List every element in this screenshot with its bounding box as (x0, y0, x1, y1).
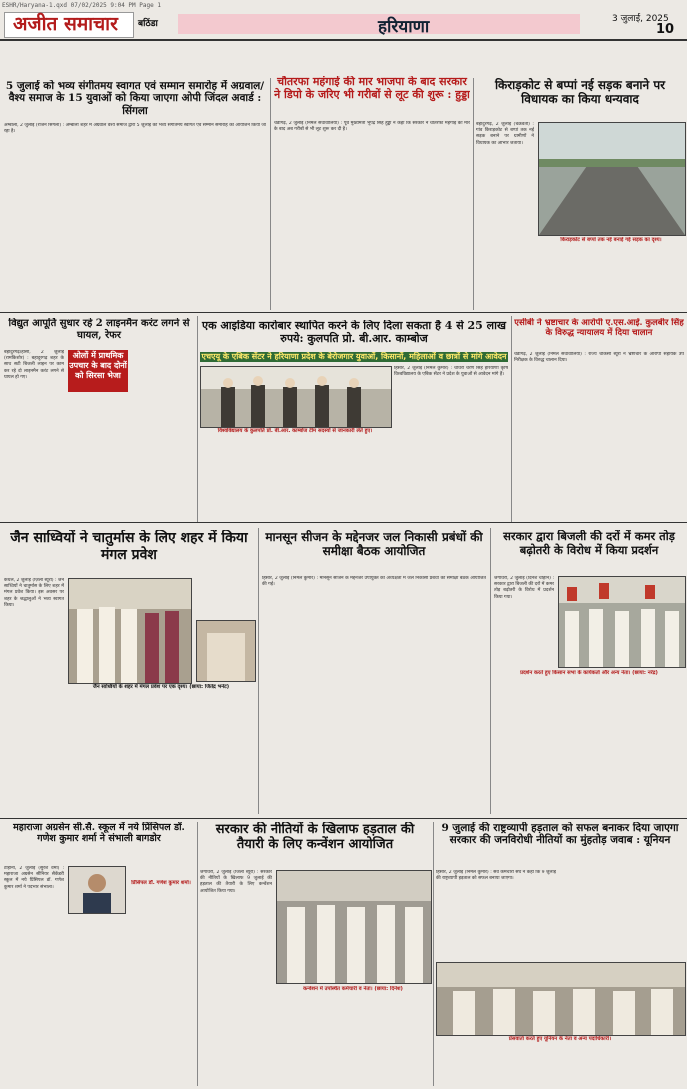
issue-date: 3 जुलाई, 2025 (612, 14, 669, 24)
page-number: 10 (656, 22, 675, 37)
story-6-text (514, 352, 684, 518)
principal-photo (68, 866, 126, 914)
story-2-headline: चौतरफा महंगाई की मार भाजपा के बाद सरकार ने डिपो के जरिए भी गरीबों से लूट की शुरू : हुड्डा (274, 76, 470, 101)
story-3-text (476, 122, 534, 242)
story-10-caption: प्रिंसिपल डॉ. गणेश कुमार शर्मा। (131, 880, 191, 886)
story-5-text (394, 366, 508, 516)
story-5-photo (200, 366, 392, 428)
story-1-lead: अम्बाला, 2 जुलाई (राजन सिंगला) : अम्बाला शहर में अग्रवाल वैश्य समाज द्वारा 5 जुलाई को भव्य संगीतमय स्वागत एवं सम्मान समारोह का आयोजन किया जा रहा है। (4, 123, 266, 135)
story-11-photo-image (277, 871, 431, 983)
story-5-headline: एक आइडिया कारोबार स्थापित करने के लिए दिला सकता है 4 से 25 लाख रुपये: कुलपति प्रो. बी.आर. काम्बोज (202, 320, 506, 345)
story-7-photo-2-image (197, 621, 255, 681)
story-7-headline: जैन साध्वियों ने चातुर्मास के लिए शहर में किया मंगल प्रवेश (10, 530, 248, 563)
column-divider (433, 822, 434, 1086)
story-8-text (262, 576, 486, 814)
story-7-photo-2 (196, 620, 256, 682)
story-2-lead: चंडीगढ़, 2 जुलाई (निर्मल संधावालिया) : पूर्व मुख्यमंत्री भूपेंद्र सिंह हुड्डा ने कहा कि सरकार ने चौतरफा महंगाई की मार के बाद अब गरीबों से भी लूट शुरू कर दी है। (274, 121, 470, 133)
story-6-headline: एसीबी ने भ्रष्टाचार के आरोपी ए.एस.आई. कुलबीर सिंह के विरुद्ध न्यायालय में दिया चालान (514, 318, 684, 339)
story-9-more-text (494, 686, 684, 814)
story-5-photo-image (201, 367, 391, 427)
story-11-text (200, 870, 272, 1086)
story-4-headline: विद्युत आपूर्ति सुधार रहे 2 लाइनमैन करंट लगने से घायल, रेफर (8, 318, 190, 341)
story-9-photo-image (559, 577, 685, 667)
story-5-band: एचएयू के एबिक सेंटर ने हरियाणा प्रदेश के बेरोजगार युवाओं, किसानों, महिलाओं व छात्रों से मांगे आवेदन (201, 352, 507, 361)
column-divider (473, 78, 474, 310)
story-9-text (494, 576, 554, 666)
section-title: हरियाणा (378, 17, 430, 37)
column-divider (511, 316, 512, 522)
column-divider (270, 78, 271, 310)
story-10-headline: महाराजा अग्रसेन सी.सै. स्कूल में नये प्रिंसिपल डॉ. गणेश कुमार शर्मा ने संभाली बागडोर (13, 822, 185, 845)
story-4-subheadline: ओलों में प्राथमिक उपचार के बाद दोनों को सिरसा भेजा (68, 350, 128, 392)
story-9-photo (558, 576, 686, 668)
story-3-lead: बहादुरगढ़, 2 जुलाई (चक्रवर्ती) : गांव किराड़कोट से बप्पां तक नई सड़क बनाने पर ग्रामीणों ने विधायक का आभार जताया। (476, 122, 534, 146)
story-4-col3 (132, 350, 194, 518)
story-7-photo-image (69, 579, 191, 683)
story-1-text (4, 123, 266, 308)
story-10-text (4, 866, 64, 1086)
paper-name: अजीत समाचार (13, 13, 118, 35)
story-7-lead: कैथल, 2 जुलाई (ज़िला ब्यूरो) : जैन साध्वियों ने चातुर्मास के लिए शहर में मंगल प्रवेश किया। इस अवसर पर शहर के श्रद्धालुओं ने भव्य स्वागत किया। (4, 578, 64, 608)
story-2-text (274, 121, 470, 306)
story-7-text (4, 578, 64, 814)
story-3-more-text (476, 248, 684, 308)
story-3-caption: किराड़कोट से बप्पां तक नई बनाई गई सड़क का दृश्य। (560, 237, 662, 243)
column-divider (197, 316, 198, 522)
story-5-lead: हिसार, 2 जुलाई (निर्मल कुमार) : चौधरी चरण सिंह हरियाणा कृषि विश्वविद्यालय के एबिक सेंटर ने प्रदेश के युवाओं से आवेदन मांगे हैं। (394, 366, 508, 378)
road-photo (538, 122, 686, 236)
row-rule (0, 818, 687, 819)
story-10-lead: टोहाना, 2 जुलाई (सुरेश वर्मा) : महाराजा अग्रसेन सीनियर सैकेंडरी स्कूल में नये प्रिंसिपल डॉ. गणेश कुमार शर्मा ने पदभार संभाला। (4, 866, 64, 890)
print-slug: ESHR/Haryana-1.qxd 07/02/2025 9:04 PM Page 1 (2, 2, 161, 9)
story-5-more-text (200, 444, 390, 518)
section-bar (178, 14, 580, 37)
column-divider (258, 528, 259, 814)
story-1-headline: 5 जुलाई को भव्य संगीतमय स्वागत एवं सम्मान समारोह में अग्रवाल/वैश्य समाज के 15 युवाओं को किया जाएगा ओपी जिंदल अवार्ड : सिंगला (5, 80, 265, 117)
story-11-lead: जगाधरी, 2 जुलाई (जिला ब्यूरो) : सरकार की नीतियों के खिलाफ 9 जुलाई की हड़ताल की तैयारी के लिए कन्वेंशन आयोजित किया गया। (200, 870, 272, 894)
story-7-photo (68, 578, 192, 684)
story-4-lead: बहादुरगढ़/हांसी, 2 जुलाई (रामकिशोर) : बहादुरगढ़ शहर के साथ सटी बिजली लाइन पर काम कर रहे दो लाइनमैन करंट लगने से घायल हो गए। (4, 350, 64, 380)
story-11-headline: सरकार की नीतियों के खिलाफ हड़ताल की तैयारी के लिए कन्वेंशन आयोजित (215, 822, 415, 853)
story-12-text (436, 870, 556, 960)
principal-photo-image (69, 867, 125, 913)
story-12-photo (436, 962, 686, 1036)
story-12-photo-image (437, 963, 685, 1035)
story-10-more-text (68, 916, 194, 1086)
story-4-text (4, 350, 64, 518)
masthead (0, 10, 687, 38)
paper-logo (4, 12, 134, 38)
column-divider (197, 822, 198, 1086)
column-divider (490, 528, 491, 814)
story-6-lead: चंडीगढ़, 2 जुलाई (निर्मल संधावालिया) : राज्य चौकसी ब्यूरो ने भ्रष्टाचार के आरोपी सहायक उप निरीक्षक के विरुद्ध चालान दिया। (514, 352, 684, 364)
masthead-rule (0, 39, 687, 41)
story-9-lead: जगाधरी, 2 जुलाई (दिनेश चौहान) : सरकार द्वारा बिजली की दरों में कमर तोड़ बढ़ोतरी के विरोध में प्रदर्शन किया गया। (494, 576, 554, 600)
story-9-caption: प्रदर्शन करते हुए किसान सभा के कार्यकर्ता और अन्य नेता। (छाया: नरेंद्र) (520, 670, 658, 676)
story-12-more-text (436, 1046, 684, 1086)
story-5-caption: विश्वविद्यालय के कुलपति प्रो. बी.आर. काम्बोज टीम सदस्यों से जानकारी लेते हुए। (217, 428, 373, 434)
story-3-headline: किराड़कोट से बप्पां नई सड़क बनाने पर विधायक का किया धन्यवाद (494, 78, 666, 107)
road-photo-image (539, 123, 685, 235)
story-12-caption: प्रेसवार्ता करते हुए यूनियन के नेता व अन्य पदाधिकारी। (508, 1036, 612, 1042)
edition-label: बठिंडा (138, 19, 158, 29)
story-12-lead: हिसार, 2 जुलाई (निर्मल कुमार) : सर्व कर्मचारी संघ ने कहा कि 9 जुलाई की राष्ट्रव्यापी हड़ताल को सफल बनाया जाएगा। (436, 870, 556, 882)
story-9-headline: सरकार द्वारा बिजली की दरों में कमर तोड़ बढ़ोतरी के विरोध में किया प्रदर्शन (503, 530, 675, 557)
story-4-col2 (68, 396, 128, 518)
story-12-headline: 9 जुलाई की राष्ट्रव्यापी हड़ताल को सफल बनाकर दिया जाएगा सरकार की जनविरोधी नीतियों का मुंहतोड़ जवाब : यूनियन (441, 822, 679, 847)
story-8-headline: मानसून सीजन के मद्देनजर जल निकासी प्रबंधों की समीक्षा बैठक आयोजित (265, 530, 483, 559)
row-rule (0, 312, 687, 313)
row-rule (0, 522, 687, 523)
story-7-caption: जैन साध्वियों के शहर में मंगल प्रवेश पर एक दृश्य। (छाया: जितेंद्र भनेट) (92, 684, 230, 690)
story-12-col2 (560, 870, 684, 960)
story-11-more-text (276, 1002, 430, 1086)
story-11-caption: कन्वेंशन में उपस्थित कर्मचारी व नेता। (छाया: दिनेश) (303, 986, 403, 992)
story-8-lead: हिसार, 2 जुलाई (निर्मल कुमार) : मानसून सीजन के मद्देनजर उपायुक्त की अध्यक्षता में जल निकासी प्रबंधों की समीक्षा बैठक आयोजित की गई। (262, 576, 486, 588)
story-7-more-text (68, 696, 254, 814)
story-11-photo (276, 870, 432, 984)
